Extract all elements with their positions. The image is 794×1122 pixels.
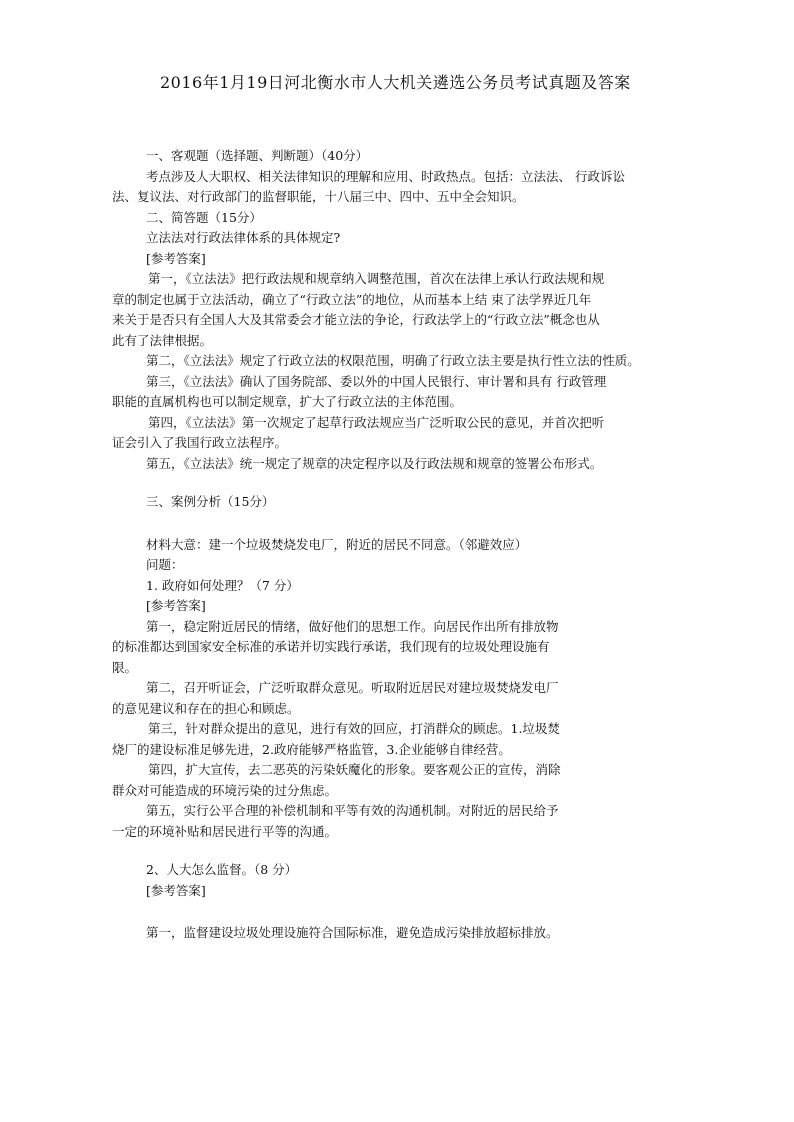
document-body (112, 146, 722, 944)
spacer (112, 474, 722, 492)
section-2-answer-1-line-3: 来关于是否只有全国人大及其常委会才能立法的争论，行政法学上的“行政立法”概念也从 (112, 312, 600, 327)
section-2-reference-label: [参考答案] (146, 250, 206, 266)
section-3-answer-1-line-3: 限。 (112, 659, 138, 675)
section-3-reference-label-2: [参考答案] (146, 882, 206, 898)
section-1-text-line-1: 考点涉及人大职权、相关法律知识的理解和应用、时政热点。包括：立法法、 行政诉讼 (146, 168, 625, 184)
section-2-answer-1-line-1: 第一，《立法法》把行政法规和规章纳入调整范围，首次在法律上承认行政法规和规 (148, 271, 605, 286)
section-3-material: 材料大意：建一个垃圾焚烧发电厂，附近的居民不同意。（邻避效应） (146, 536, 528, 552)
section-2-answer-3-line-1: 第三，《立法法》确认了国务院部、委以外的中国人民银行、审计署和具有 行政管理 (146, 373, 607, 389)
section-3-question-2: 2、人大怎么监督。（8 分） (146, 862, 298, 877)
section-3-answer-4-line-1: 第四，扩大宣传，去二恶英的污染妖魔化的形象。要客观公正的宣传，消除 (148, 762, 561, 777)
section-2-answer-1-line-4: 此有了法律根据。 (112, 332, 213, 348)
document-title: 2016年1月19日河北衡水市人大机关遴选公务员考试真题及答案 (160, 73, 631, 92)
section-2-heading: 二、简答题（15分） (146, 209, 262, 225)
spacer (112, 513, 722, 535)
section-3-answer-2-line-2: 的意见建议和存在的担心和顾虑。 (112, 700, 300, 716)
section-1-text-line-2: 法、复议法、对行政部门的监督职能，十八届三中、四中、五中全会知识。 (112, 189, 525, 204)
section-3-questions-label: 问题： (146, 557, 184, 572)
section-2-answer-3-line-2: 职能的直属机构也可以制定规章，扩大了行政立法的主体范围。 (112, 394, 463, 409)
section-1-heading: 一、客观题（选择题、判断题）（40分） (146, 148, 369, 163)
section-2-answer-4-line-1: 第四，《立法法》第一次规定了起草行政法规应当广泛听取公民的意见，并首次把听 (148, 414, 605, 430)
section-3-answer-5-line-2: 一定的环境补贴和居民进行平等的沟通。 (112, 823, 338, 839)
section-2-question: 立法法对行政法律体系的具体规定? (146, 230, 341, 245)
section-3-answer-5-line-1: 第五，实行公平合理的补偿机制和平等有效的沟通机制。对附近的居民给予 (146, 803, 559, 818)
spacer (112, 842, 722, 860)
spacer (112, 901, 722, 923)
section-3-answer-2-line-1: 第二，召开听证会，广泛听取群众意见。听取附近居民对建垃圾焚烧发电厂 (146, 680, 559, 695)
section-3-question-1: 1. 政府如何处理？（7 分） (146, 577, 299, 593)
section-3-answer-1-line-1: 第一，稳定附近居民的情绪，做好他们的思想工作。向居民作出所有排放物 (146, 618, 559, 634)
section-3-answer-3-line-1: 第三，针对群众提出的意见，进行有效的回应，打消群众的顾虑。1.垃圾焚 (148, 721, 560, 736)
section-3-heading: 三、案例分析（15分） (146, 494, 275, 509)
section-3-answer-4-line-2: 群众对可能造成的环境污染的过分焦虑。 (112, 782, 338, 798)
section-2-answer-1-line-2: 章的制定也属于立法活动，确立了“行政立法”的地位，从而基本上结 束了法学界近几年 (112, 291, 592, 307)
section-3-answer-1-line-2: 的标准都达到国家安全标准的承诺并切实践行承诺，我们现有的垃圾处理设施有 (112, 639, 550, 654)
section-3-q2-answer-1: 第一，监督建设垃圾处理设施符合国际标准，避免造成污染排放超标排放。 (146, 925, 559, 940)
section-2-answer-2: 第二，《立法法》规定了行政立法的权限范围，明确了行政立法主要是执行性立法的性质。 (146, 353, 640, 368)
section-3-reference-label-1: [参考答案] (146, 598, 206, 613)
section-2-answer-5: 第五，《立法法》统一规定了规章的决定程序以及行政法规和规章的签署公布形式。 (146, 455, 603, 471)
section-3-answer-3-line-2: 烧厂的建设标准足够先进，2.政府能够严格监管，3.企业能够自律经营。 (112, 741, 511, 757)
section-2-answer-4-line-2: 证会引入了我国行政立法程序。 (112, 435, 288, 450)
